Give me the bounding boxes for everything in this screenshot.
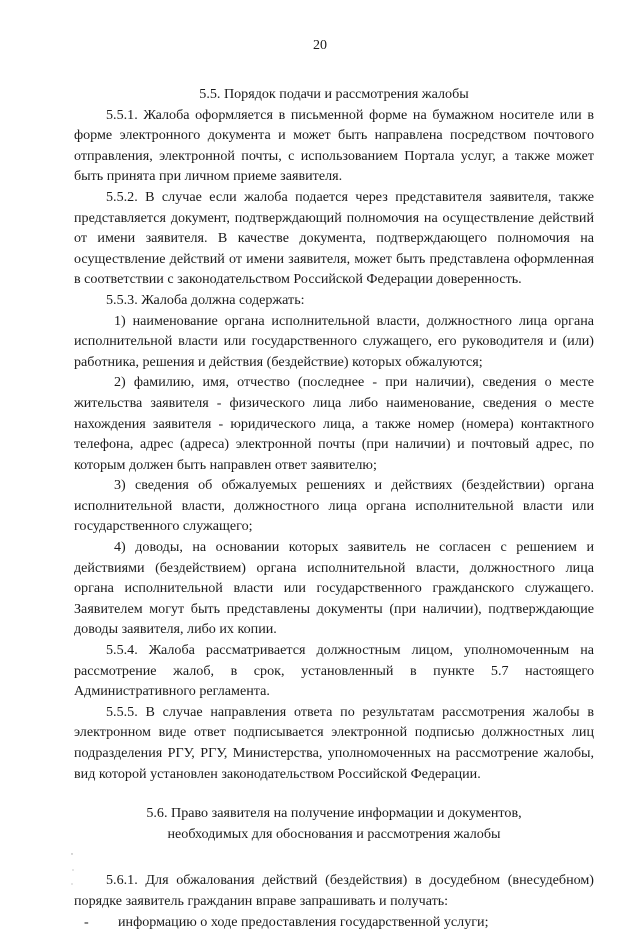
dash-list-item	[74, 912, 594, 932]
paragraph-5-5-5: 5.5.5. В случае направления ответа по результатам рассмотрения жалобы в электронном виде ответ подписывается электронной подписью должностных лиц подразделения РГУ, РГУ, Министерства, уполномоченных на рассмотрение жалобы, вид которой установлен законодательством Российской Федерации.	[74, 703, 594, 782]
list-item-2: 2) фамилию, имя, отчество (последнее - при наличии), сведения о месте жительства заявителя - физического лица либо наименование, сведения о месте нахождения заявителя - юридического лица, а также номер (номера) контактного телефона, адрес (адреса) электронной почты (при наличии) и почтовый адрес, по которым должен быть направлен ответ заявителю;	[74, 374, 594, 473]
dash-marker: -	[84, 913, 89, 930]
paragraph-5-5-1: 5.5.1. Жалоба оформляется в письменной форме на бумажном носителе или в форме электронного документа и может быть направлена посредством почтового отправления, электронной почты, с использованием Портала услуг, а также может быть принята при личном приеме заявителя.	[74, 106, 594, 185]
section-heading-5-5: 5.5. Порядок подачи и рассмотрения жалобы	[199, 86, 469, 102]
paragraph-5-5-2: 5.5.2. В случае если жалоба подается через представителя заявителя, также представляется документ, подтверждающий полномочия на осуществление действий от имени заявителя. В качестве документа, подтверждающего полномочия на осуществление действий от имени заявителя, может быть представлена оформленная в соответствии с законодательством Российской Федерации доверенность.	[74, 188, 594, 288]
section-heading-5-6-line-2: необходимых для обоснования и рассмотрения жалобы	[167, 825, 501, 842]
paragraph-5-6-1: 5.6.1. Для обжалования действий (бездействия) в досудебном (внесудебном) порядке заявитель гражданин вправе запрашивать и получать:	[74, 872, 594, 909]
document-body	[74, 84, 594, 932]
page-number: 20	[313, 38, 327, 53]
paragraph-5-5-3: 5.5.3. Жалоба должна содержать:	[106, 291, 305, 308]
dash-list-item-text: информацию о ходе предоставления государственной услуги;	[118, 913, 489, 930]
paragraph-5-5-4: 5.5.4. Жалоба рассматривается должностным лицом, уполномоченным на рассмотрение жалоб, в срок, установленный в пункте 5.7 настоящего Административного регламента.	[74, 642, 594, 700]
scan-specks	[70, 850, 76, 890]
list-item-3: 3) сведения об обжалуемых решениях и действиях (бездействии) органа исполнительной власти, должностного лица органа исполнительной власти или государственного служащего;	[74, 477, 594, 535]
list-item-1: 1) наименование органа исполнительной власти, должностного лица органа исполнительной власти или государственного служащего, его руководителя и (или) работника, решения и действия (бездействие) которых обжалуются;	[74, 312, 594, 370]
section-heading-5-6-line-1: 5.6. Право заявителя на получение информации и документов,	[146, 805, 522, 822]
list-item-4: 4) доводы, на основании которых заявитель не согласен с решением и действиями (бездействием) органа исполнительной власти, должностного лица органа исполнительной власти или государственного гражданского служащего. Заявителем могут быть представлены документы (при наличии), подтверждающие доводы заявителя, либо их копии.	[74, 539, 594, 638]
